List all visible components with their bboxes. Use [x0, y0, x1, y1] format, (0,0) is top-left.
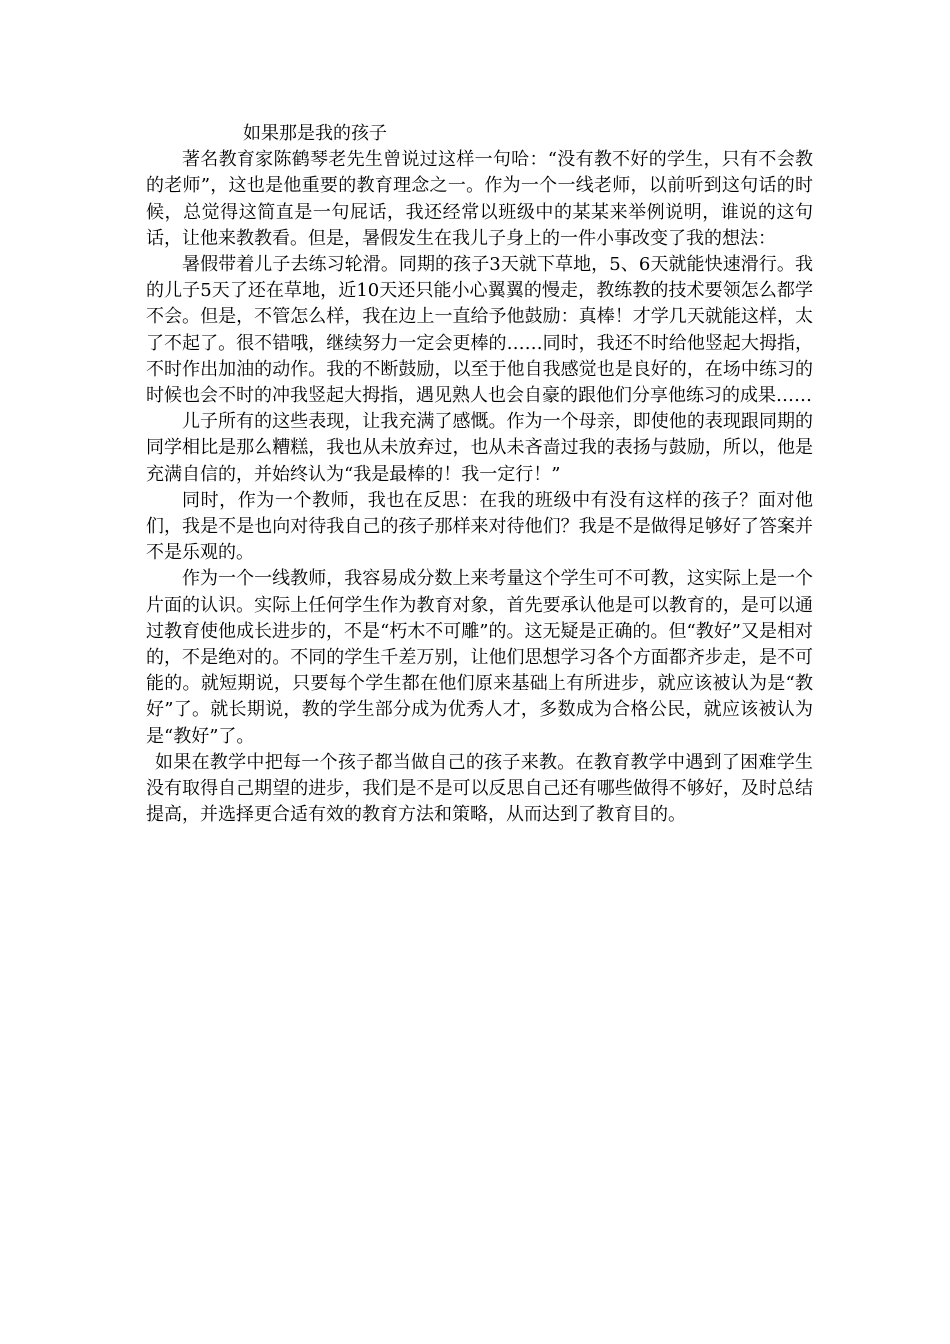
paragraph-intro: 著名教育家陈鹤琴老先生曾说过这样一句哈：“没有教不好的学生，只有不会教的老师”，这也是他重要的教育理念之一。作为一个一线老师，以前听到这句话的时候，总觉得这简直是一句屁话，我还经常以班级中的某某来举例说明，谁说的这句话，让他来教教看。但是，暑假发生在我儿子身上的一件小事改变了我的想法：: [146, 149, 813, 249]
paragraph-reflection-teacher: 同时，作为一个教师，我也在反思：在我的班级中有没有这样的孩子？面对他们，我是不是也向对待我自己的孩子那样来对待他们？我是不是做得足够好了答案并不是乐观的。: [146, 489, 813, 564]
paragraph-teaching-view: 作为一个一线教师，我容易成分数上来考量这个学生可不可教，这实际上是一个片面的认识。实际上任何学生作为教育对象，首先要承认他是可以教育的，是可以通过教育使他成长进步的，不是“朽木不可雕”的。这无疑是正确的。但“教好”又是相对的，不是绝对的。不同的学生千差万别，让他们思想学习各个方面都齐步走，是不可能的。就短期说，只要每个学生都在他们原来基础上有所进步，就应该被认为是“教好”了。就长期说，教的学生部分成为优秀人才，多数成为合格公民，就应该被认为是“教好”了。: [146, 568, 813, 747]
document-body: [146, 121, 813, 828]
document-title: 如果那是我的孩子: [243, 123, 387, 144]
paragraph-reflection-mother: 儿子所有的这些表现，让我充满了感慨。作为一个母亲，即使他的表现跟同期的同学相比是那么糟糕，我也从未放弃过，也从未吝啬过我的表扬与鼓励，所以，他是充满自信的，并始终认为“我是最棒的！我一定行！”: [146, 411, 813, 485]
paragraph-conclusion: 如果在教学中把每一个孩子都当做自己的孩子来教。在教育教学中遇到了困难学生没有取得自己期望的进步，我们是不是可以反思自己还有哪些做得不够好，及时总结提高，并选择更合适有效的教育方法和策略，从而达到了教育目的。: [146, 751, 813, 826]
paragraph-skating-story: 暑假带着儿子去练习轮滑。同期的孩子3天就下草地，5、6天就能快速滑行。我的儿子5天了还在草地，近10天还只能小心翼翼的慢走，教练教的技术要领怎么都学不会。但是，不管怎么样，我在边上一直给予他鼓励：真棒！才学几天就能这样，太了不起了。很不错哦，继续努力一定会更棒的……同时，我还不时给他竖起大拇指，不时作出加油的动作。我的不断鼓励，以至于他自我感觉也是良好的，在场中练习的时候也会不时的冲我竖起大拇指，遇见熟人也会自豪的跟他们分享他练习的成果……: [146, 254, 813, 407]
